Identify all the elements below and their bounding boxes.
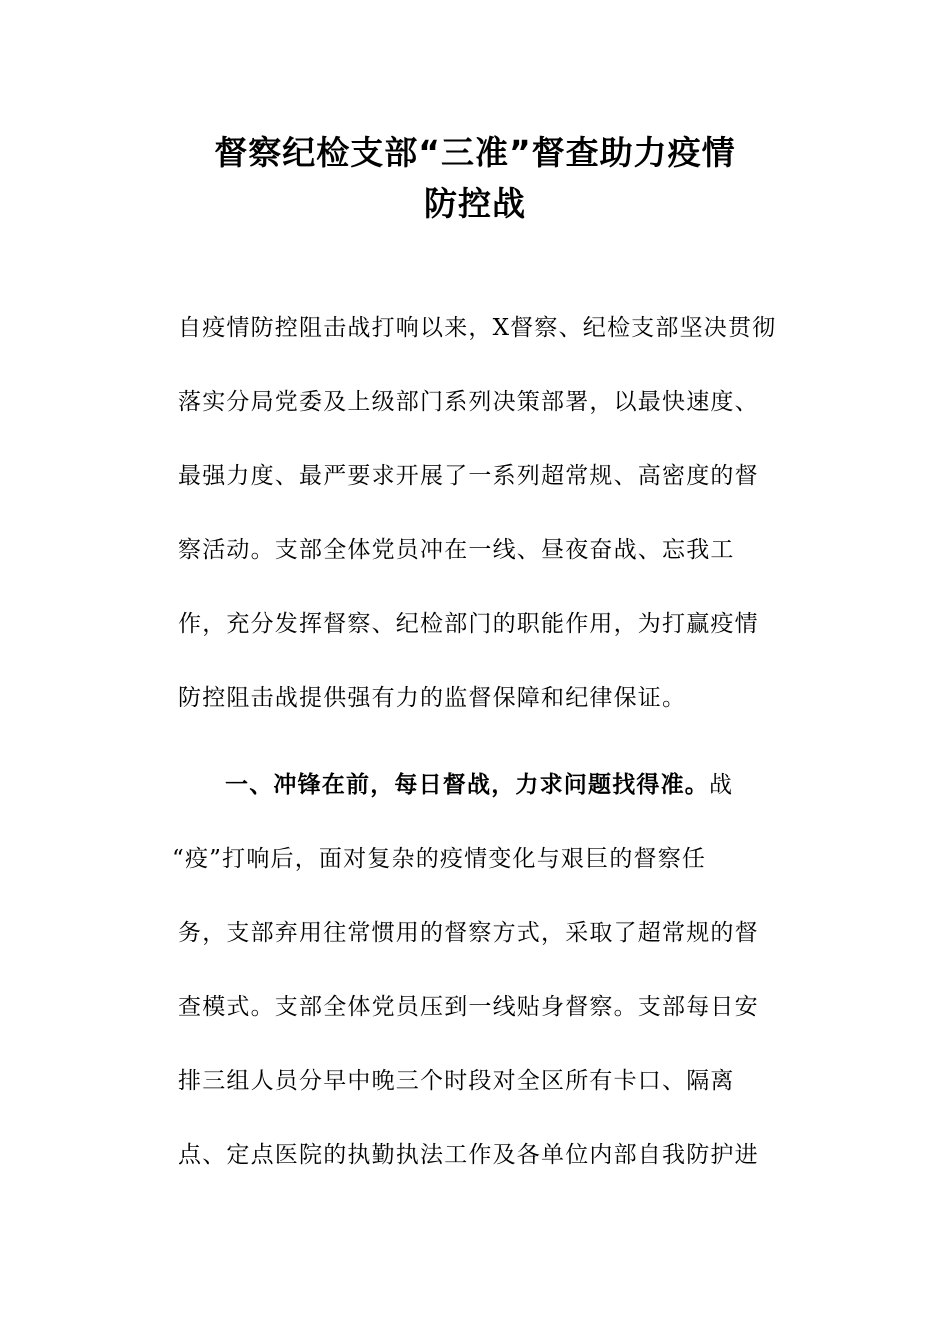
- paragraph-2-line-4: 排三组人员分早中晚三个时段对全区所有卡口、隔离: [178, 1068, 735, 1094]
- section-1-heading: 一、冲锋在前，每日督战，力求问题找得准。: [225, 772, 709, 798]
- paragraph-2-line-3: 查模式。支部全体党员压到一线贴身督察。支部每日安: [178, 994, 759, 1020]
- paragraph-2-line-5: 点、定点医院的执勤执法工作及各单位内部自我防护进: [178, 1142, 759, 1168]
- section-1-heading-tail: 战: [709, 772, 734, 798]
- document-title-line-1: 督察纪检支部“三准”督查助力疫情: [214, 133, 736, 172]
- paragraph-1-line-1: 自疫情防控阻击战打响以来，X督察、纪检支部坚决贯彻: [178, 315, 777, 341]
- paragraph-1-line-6: 防控阻击战提供强有力的监督保障和纪律保证。: [178, 685, 687, 711]
- paragraph-2-line-2: 务，支部弃用往常惯用的督察方式，采取了超常规的督: [178, 920, 759, 946]
- paragraph-1-line-2: 落实分局党委及上级部门系列决策部署，以最快速度、: [178, 389, 759, 415]
- paragraph-1-line-5: 作，充分发挥督察、纪检部门的职能作用，为打赢疫情: [178, 611, 759, 637]
- document-title-line-2: 防控战: [424, 184, 526, 223]
- section-1-heading-line: [225, 770, 733, 800]
- paragraph-1-line-3: 最强力度、最严要求开展了一系列超常规、高密度的督: [178, 463, 759, 489]
- paragraph-2-line-1: “疫”打响后，面对复杂的疫情变化与艰巨的督察任: [172, 846, 707, 872]
- paragraph-1-line-4: 察活动。支部全体党员冲在一线、昼夜奋战、忘我工: [178, 537, 735, 563]
